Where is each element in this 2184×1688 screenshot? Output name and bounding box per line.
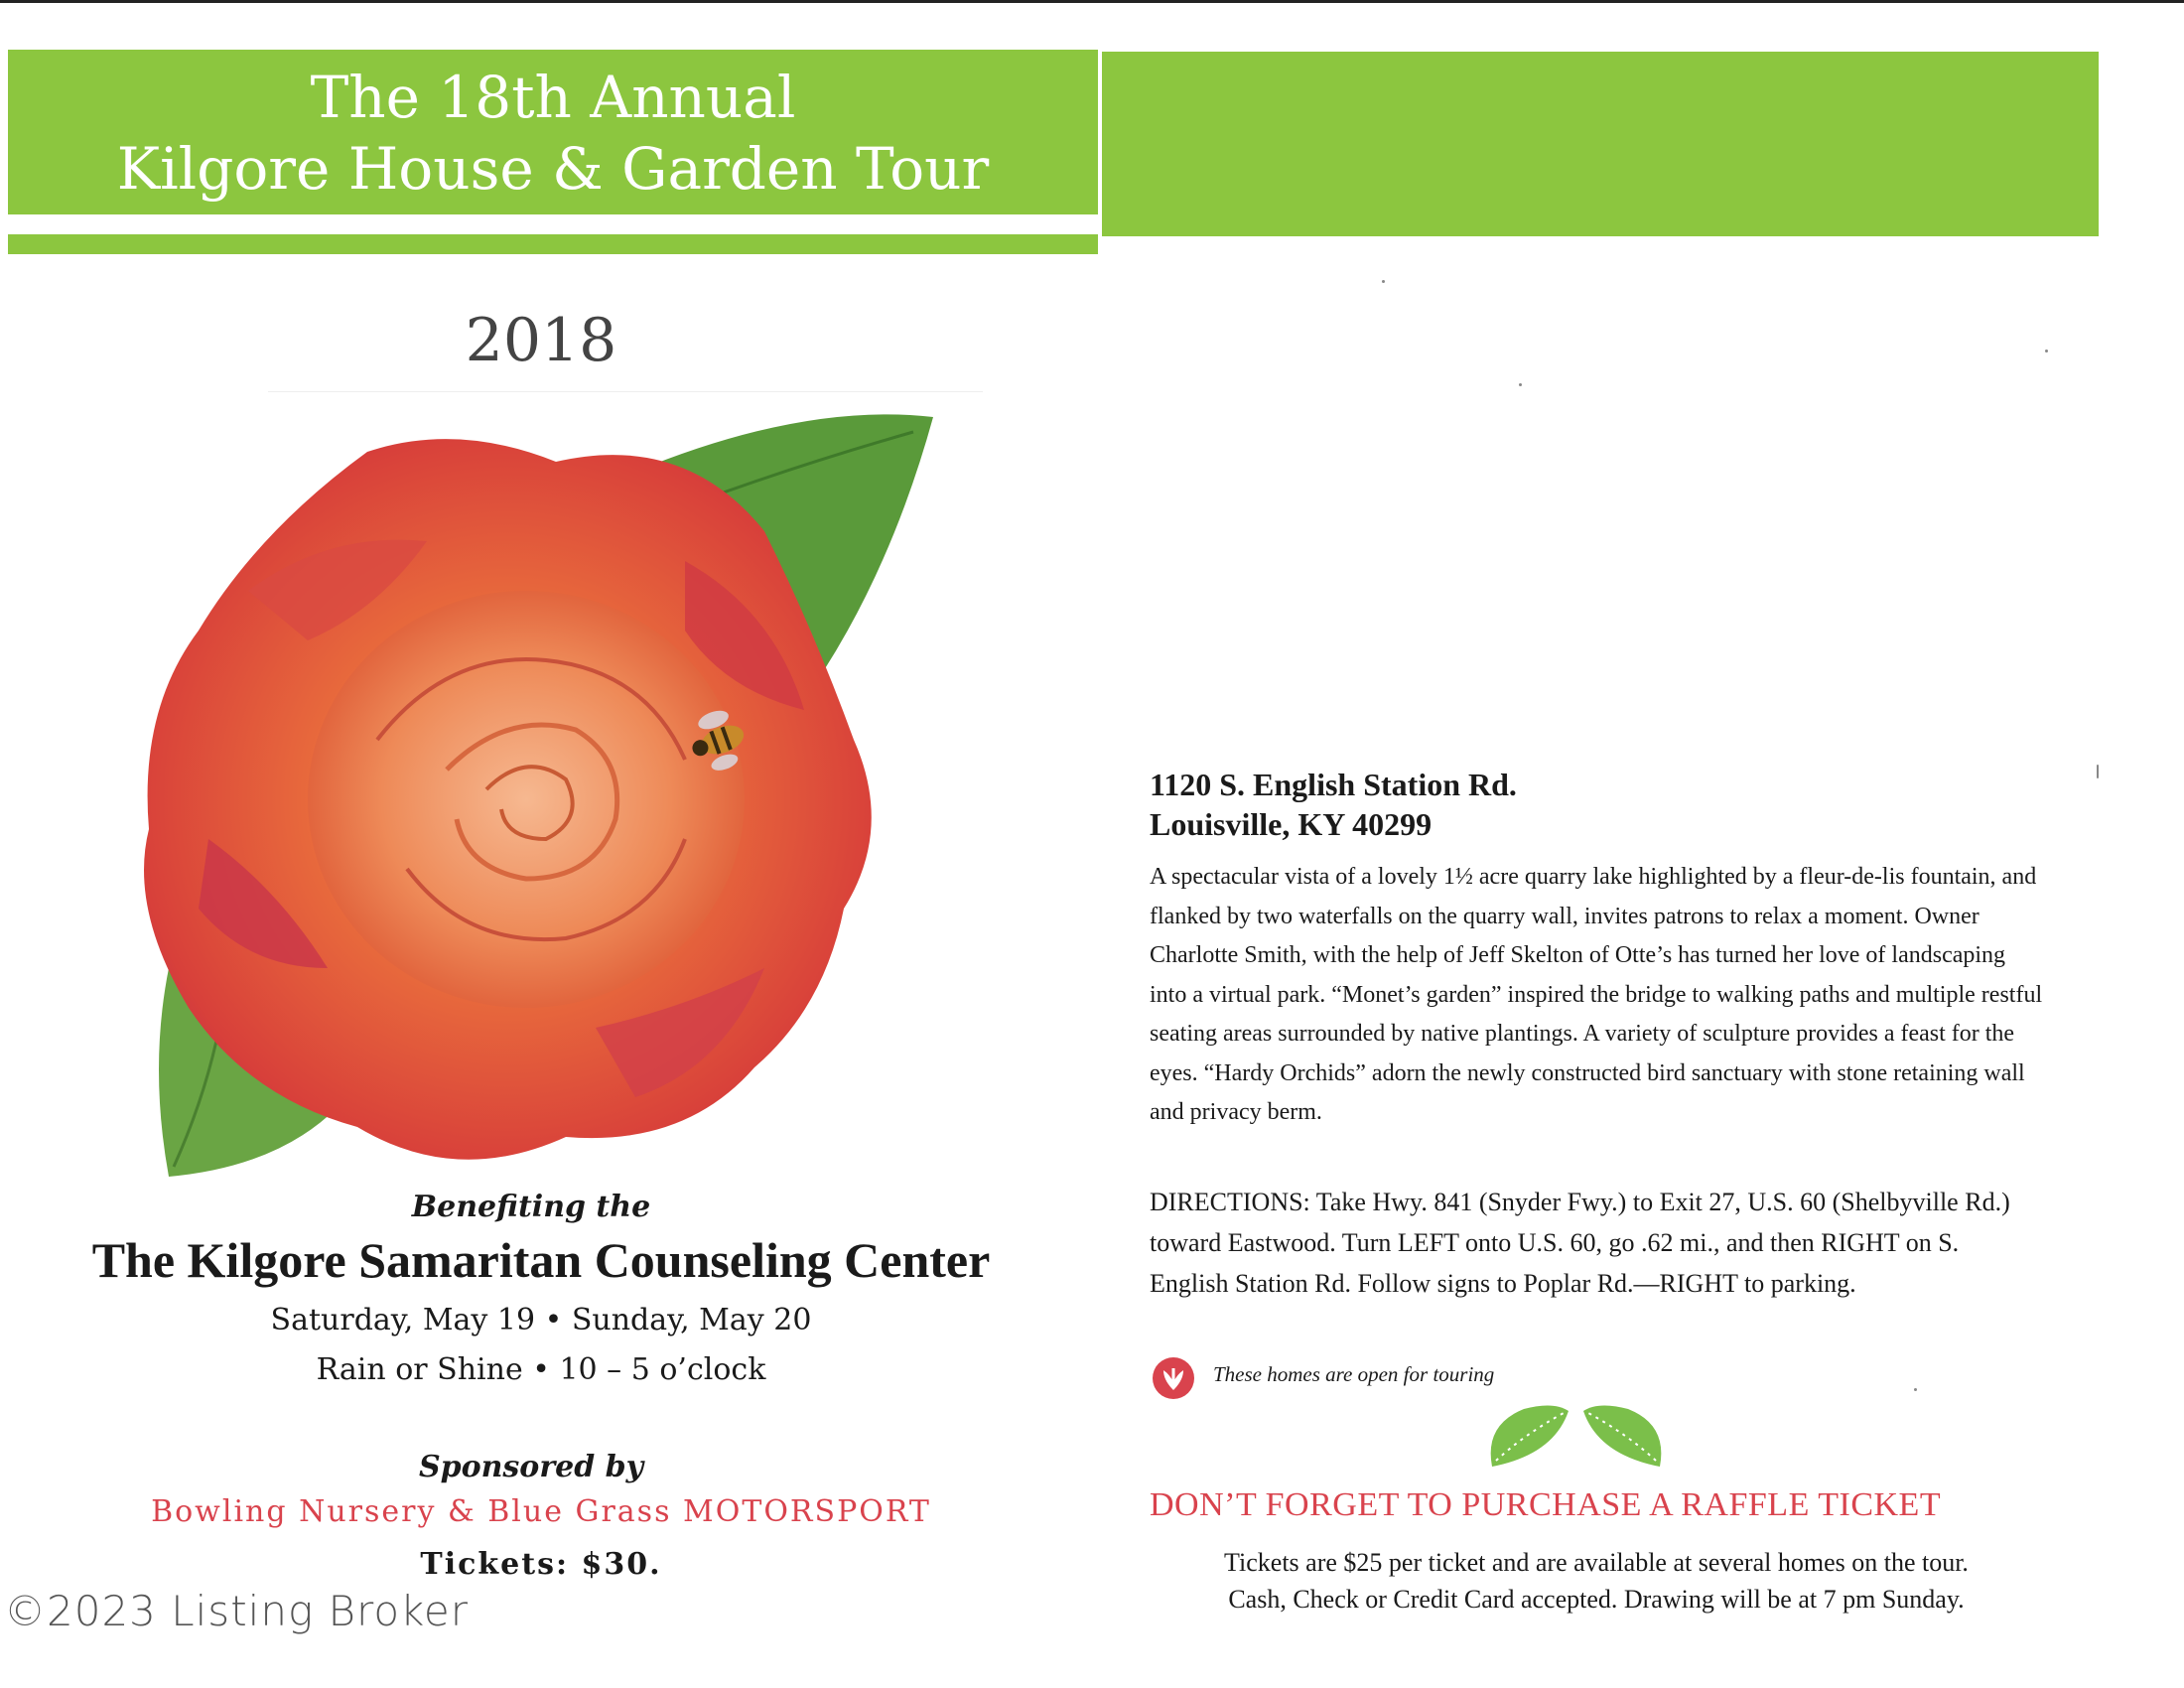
scan-speck (2097, 765, 2099, 778)
directions-text: DIRECTIONS: Take Hwy. 841 (Snyder Fwy.) to Exit 27, U.S. 60 (Shelbyville Rd.) toward Eastwood. Turn LEFT onto U.S. 60, go .62 mi., and then RIGHT on S. English Station Rd. Follow signs to Poplar Rd.—RIGHT to parking. (1150, 1188, 2010, 1298)
address-line2: Louisville, KY 40299 (1150, 806, 1433, 842)
banner-stripe-left (8, 234, 1098, 254)
year: 2018 (465, 306, 617, 375)
property-address (1150, 765, 2043, 844)
raffle-line2: Cash, Check or Credit Card accepted. Drawing will be at 7 pm Sunday. (1228, 1585, 1965, 1614)
banner-title (8, 62, 1098, 205)
tulip-badge-icon (1152, 1356, 1195, 1400)
scan-speck (1914, 1388, 1917, 1391)
raffle-heading: DON’T FORGET TO PURCHASE A RAFFLE TICKET (1150, 1486, 1942, 1523)
copyright-watermark: ©2023 Listing Broker (4, 1587, 469, 1635)
banner-title-line2: Kilgore House & Garden Tour (116, 135, 990, 203)
year-divider (268, 391, 983, 392)
open-homes-note: These homes are open for touring (1213, 1362, 1495, 1386)
top-rule (0, 0, 2184, 3)
ticket-price: Tickets: $30. (420, 1547, 662, 1582)
scan-speck (2045, 350, 2048, 352)
benefiting-label: Benefiting the (411, 1190, 651, 1224)
raffle-details (1150, 1544, 2043, 1618)
event-hours: Rain or Shine • 10 – 5 o’clock (316, 1352, 766, 1387)
raffle-line1: Tickets are $25 per ticket and are available at several homes on the tour. (1224, 1548, 1969, 1577)
rose-image (129, 412, 933, 1187)
address-line1: 1120 S. English Station Rd. (1150, 767, 1517, 802)
banner-stripe-right (1102, 216, 2099, 236)
banner-title-line1: The 18th Annual (310, 64, 796, 131)
scan-speck (1519, 383, 1522, 386)
leaves-icon (1484, 1395, 1668, 1475)
banner-right (1102, 52, 2099, 216)
sponsor-names: Bowling Nursery & Blue Grass MOTORSPORT (151, 1494, 931, 1529)
sponsored-by-label: Sponsored by (418, 1450, 644, 1484)
property-description: A spectacular vista of a lovely 1½ acre quarry lake highlighted by a fleur-de-lis fountain, and flanked by two waterfalls on the quarry wall, invites patrons to relax a moment. Owner Charlotte Smith, with the help of Jeff Skelton of Otte’s has turned her love of landscaping into a virtual park. “Monet’s garden” inspired the bridge to walking paths and multiple restful seating areas surrounded by native plantings. A variety of sculpture provides a feast for the eyes. “Hardy Orchids” adorn the newly constructed bird sanctuary with stone retaining wall and privacy berm. (1150, 864, 2043, 1125)
scan-speck (1382, 280, 1385, 283)
rose-center (308, 591, 745, 1008)
event-dates: Saturday, May 19 • Sunday, May 20 (270, 1303, 812, 1337)
organization-name: The Kilgore Samaritan Counseling Center (91, 1232, 991, 1288)
